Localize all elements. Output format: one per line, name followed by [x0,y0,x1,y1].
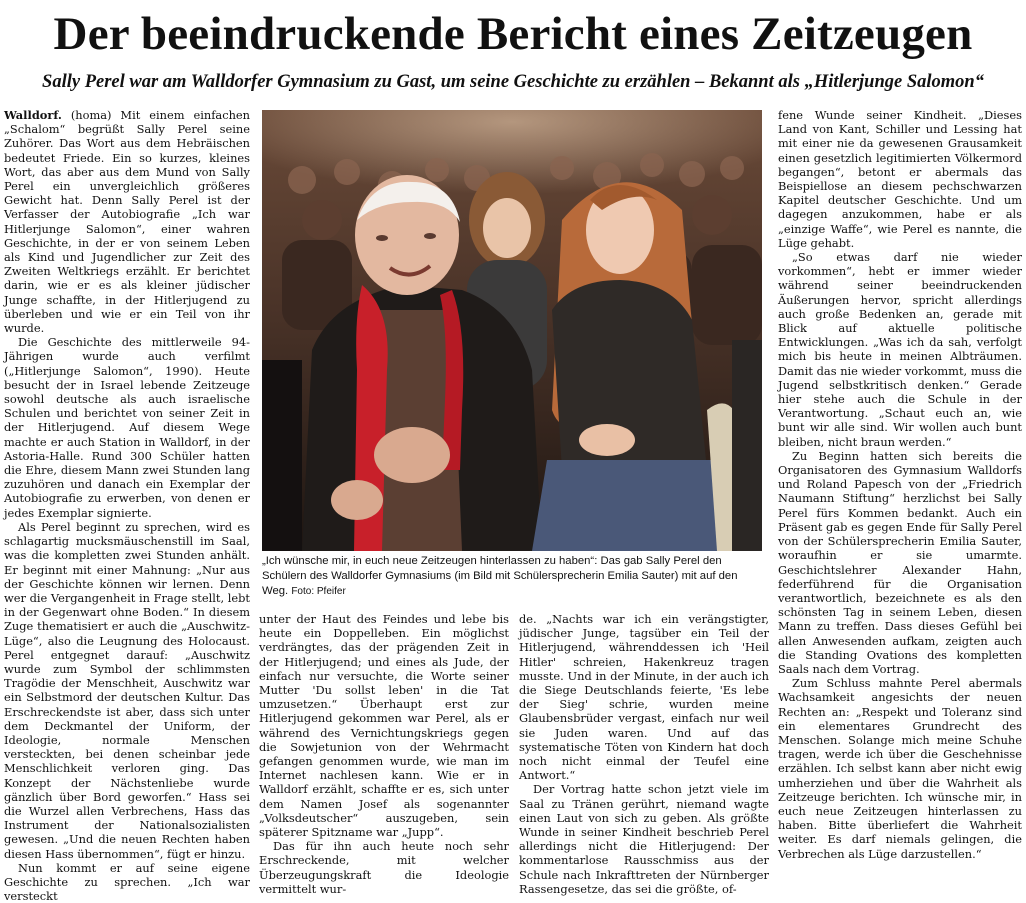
paragraph-text: (homa) Mit einem einfachen „Schalom“ begrüßt Sally Perel seine Zuhörer. Das Wort aus dem Hebräischen bedeutet Friede. Ein so kurzes, kleines Wort, das aber aus dem Mund von Sally Perel ein unvergleichlich größeres Gewicht hat. Denn Sally Perel ist der Verfasser der Autobiografie „Ich war Hitlerjunge Salomon“, einer wahren Geschichte, in der er von seinem Leben als Kind und Jugendlicher zur Zeit des Zweiten Weltkriegs erzählt. Er berichtet darin, wie er es als kleiner jüdischer Junge schaffte, in der Hitlerjugend zu überleben und wie er ein Teil von ihr wurde. [4,108,250,336]
article-paragraph: Das für ihn auch heute noch sehr Erschreckende, mit welcher Überzeugungskraft die Ideologie vermittelt wur- [259,839,509,896]
article-paragraph: fene Wunde seiner Kindheit. „Dieses Land von Kant, Schiller und Lessing hat mit einer nie da gewesenen Grausamkeit einen gesetzlich legitimierten Völkermord begangen“, betont er abermals das Beispiellose an diesem pechschwarzen Kapitel deutscher Geschichte. Und um dagegen anzukommen, habe er als „einzige Waffe“, wie Perel es nannte, die Lüge gehabt. [778,108,1022,250]
article-paragraph: de. „Nachts war ich ein verängstigter, jüdischer Junge, tagsüber ein Teil der Hitlerjugend, währenddessen ich 'Heil Hitler' schreien, Hakenkreuz tragen musste. Und in der Minute, in der auch ich die Siege Deutschlands feierte, 'Es lebe der Sieg' schrie, wurden meine Glaubensbrüder vergast, einfach nur weil sie Juden waren. Und auf das systematische Töten von Kindern hat doch noch nicht einmal der Teufel eine Antwort.“ [519,612,769,783]
article-photo [262,110,762,551]
article-paragraph: Als Perel beginnt zu sprechen, wird es schlagartig mucksmäuschenstill im Saal, was die kompletten zwei Stunden anhält. Er beginnt mit einer Mahnung: „Nur aus der Geschichte können wir lernen. Denn wer die Vergangenheit in Frage stellt, lebt in der Gegenwart ohne Boden.“ In diesem Zuge thematisiert er auch die „Auschwitz-Lüge“, also die Leugnung des Holocaust. Perel entgegnet darauf: „Auschwitz wurde zum Symbol der schlimmsten Tragödie der Menschheit, Auschwitz war ein Selbstmord der deutschen Kultur. Das Erschreckendste ist aber, dass sich unter dem Deckmantel der Uniform, der Ideologie, normale Menschen versteckten, bei denen scheinbar jede Menschlichkeit verloren ging. Das Konzept der Nächstenliebe wurde gänzlich über Bord geworfen.“ Hass sei die Wurzel allen Verbrechens, Hass das Instrument der Nationalsozialisten gewesen. „Und die neuen Rechten haben diesen Hass übernommen“, fügt er hinzu. [4,519,250,861]
photo-illustration [262,110,762,551]
article-column-1 [4,108,250,903]
article-paragraph: Zum Schluss mahnte Perel abermals Wachsamkeit angesichts der neuen Rechten an: „Respekt und Toleranz sind ein elementares Grundrecht des Menschen. Solange mich meine Schuhe tragen, werde ich über die Geschehnisse erzählen. Ich selbst kann aber nicht ewig umherziehen und über die Wahrheit als Zeitzeuge berichten. Ich wünsche mir, in euch neue Zeitzeugen hinterlassen zu haben. Bitte überliefert die Wahrheit weiter. Es darf niemals gelingen, die Verbrechen als Lüge darzustellen.“ [778,676,1022,861]
photo-caption [262,554,764,599]
article-paragraph: Nun kommt er auf seine eigene Geschichte zu sprechen. „Ich war versteckt [4,860,250,903]
article-paragraph: Zu Beginn hatten sich bereits die Organisatoren des Gymnasium Walldorfs und Roland Papesch von der „Friedrich Naumann Stiftung“ herzlichst bei Sally Perel fürs Kommen bedankt. Auch ein Präsent gab es gegen Ende für Sally Perel von der Schülersprecherin Emilia Sauter, woraufhin er sie umarmte. Geschichtslehrer Alexander Hahn, federführend für die Organisation verantwortlich, bezeichnete es als den schönsten Tag in seinem Leben, diesen Mann zu treffen. Dass dieses Gefühl bei allen Anwesenden aufkam, zeigten auch die Standing Ovations des kompletten Saals nach dem Vortrag. [778,448,1022,676]
article-column-4 [778,108,1022,896]
dateline: Walldorf. [4,108,62,122]
article-column-3 [519,612,769,896]
article-paragraph: Der Vortrag hatte schon jetzt viele im Saal zu Tränen gerührt, niemand wagte einen Laut von sich zu geben. Als größte Wunde in seiner Kindheit beschrieb Perel allerdings nicht die Hitlerjugend: Der kommentarlose Rausschmiss aus der Schule nach Inkrafttreten der Nürnberger Rassengesetze, das sei die größte, of- [519,782,769,896]
article-headline: Der beeindruckende Bericht eines Zeitzeugen [53,8,973,60]
article-paragraph: unter der Haut des Feindes und lebe bis heute ein Doppelleben. Ein möglichst verdrängtes, das der prägenden Zeit in der Hitlerjugend; und eines als Jude, der einfach nur versuchte, die Worte seiner Mutter 'Du sollst leben' in die Tat umzusetzen.“ Überhaupt erst zur Hitlerjugend gekommen war Perel, als er während des Vernichtungskriegs gegen die Sowjetunion von der Wehrmacht gefangen genommen wurde, wie man im Internet nachlesen kann. Wie er in Walldorf erzählt, schaffte er es, sich unter dem Namen Josef als sogenannter „Volksdeutscher“ auszugeben, sein späterer Spitzname war „Jupp“. [259,612,509,840]
article-paragraph [4,108,250,335]
caption-text: „Ich wünsche mir, in euch neue Zeitzeugen hinterlassen zu haben“: Das gab Sally Perel den Schülern des Walldorfer Gymnasiums (im Bild mit Schülersprecherin Emilia Sauter) mit auf den Weg. [262,555,738,597]
photo-credit: Foto: Pfeifer [291,586,346,597]
article-paragraph: Die Geschichte des mittlerweile 94-Jährigen wurde auch verfilmt („Hitlerjunge Salomon“, 1990). Heute besucht der in Israel lebende Zeitzeuge sowohl deutsche als auch israelische Schulen und berichtet von seiner Zeit in der Hitlerjugend. Auf diesem Wege machte er auch Station in Walldorf, in der Astoria-Halle. Rund 300 Schüler hatten die Ehre, diesem Mann zwei Stunden lang zuzuhören und danach ein Exemplar der Autobiografie zu erwerben, von denen er jedes Exemplar signierte. [4,335,250,520]
article-column-2 [259,612,509,896]
article-paragraph: „So etwas darf nie wieder vorkommen“, hebt er immer wieder während seiner beeindruckenden Äußerungen hervor, spricht allerdings auch große Bedenken an, gerade mit Blick auf aktuelle politische Entwicklungen. „Was ich da sah, verfolgt mich bis heute in meinen Albträumen. Damit das nie wieder vorkommt, muss die Jugend selbstkritisch denken.“ Gerade hier stehe auch die Schule in der Verantwortung. „Schaut euch an, wie bunt wir alle sind. Wir wollen auch bunt bleiben, nicht braun werden.“ [778,250,1022,449]
article-subhead: Sally Perel war am Walldorfer Gymnasium zu Gast, um seine Geschichte zu erzählen – Bekannt als „Hitlerjunge Salomon“ [42,72,984,92]
